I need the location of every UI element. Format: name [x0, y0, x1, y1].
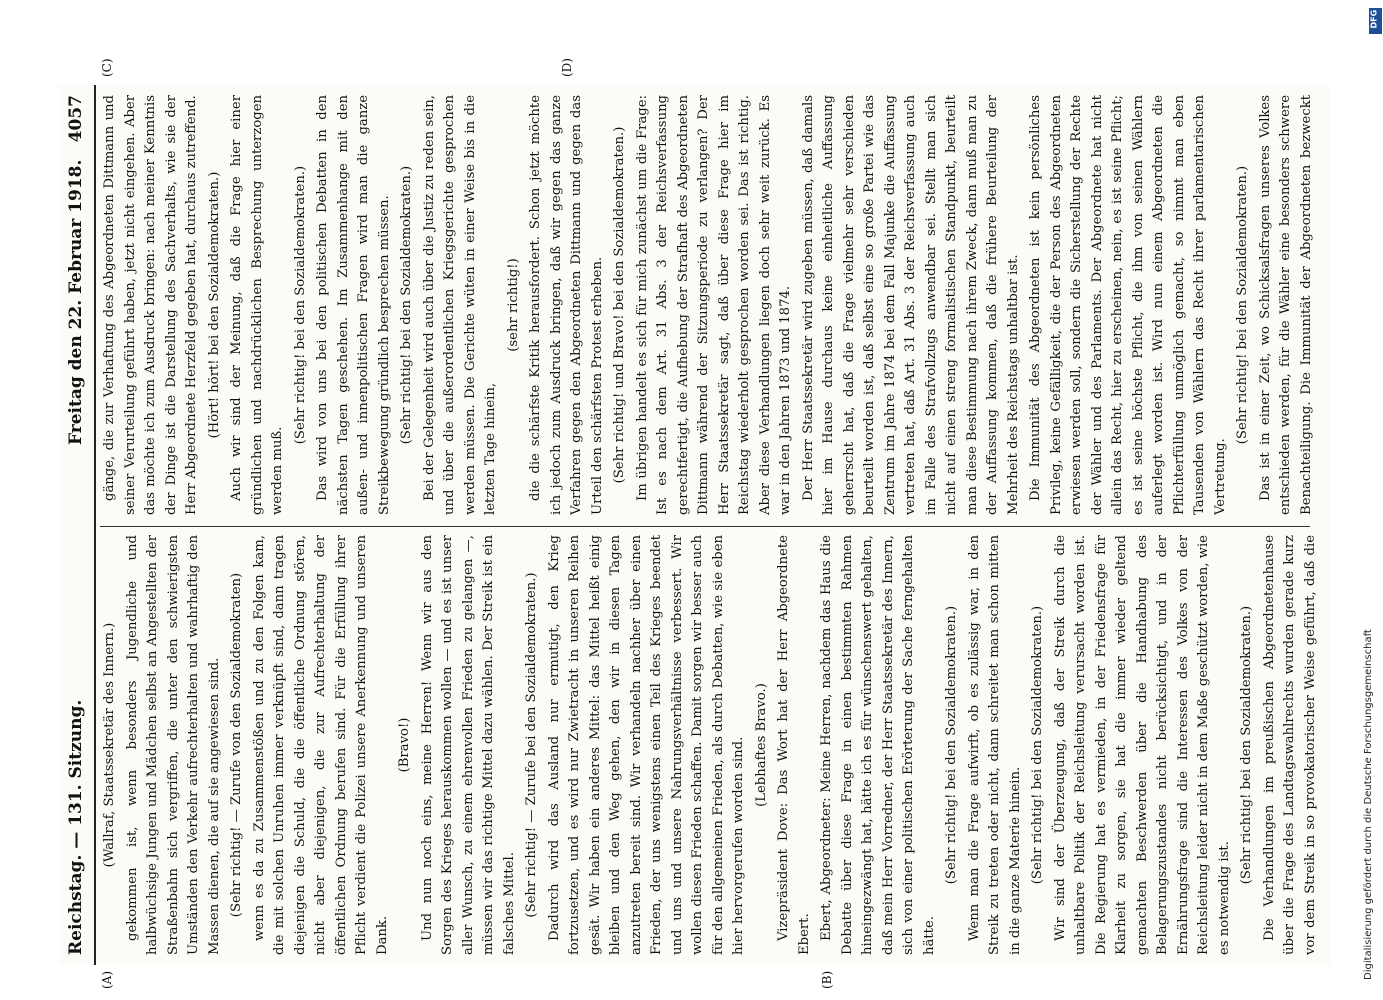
dfg-logo: DFG	[1369, 8, 1382, 34]
right-column-paragraph: (Sehr richtig! bei den Sozialdemokraten.)	[1235, 165, 1250, 445]
left-column-paragraph: (Bravo!)	[397, 717, 412, 773]
margin-marker-b: (B)	[820, 970, 834, 989]
right-column-paragraph: (sehr richtig!)	[505, 258, 521, 352]
right-column-paragraph: (Hört! hört! bei den Sozialdemokraten.)	[206, 171, 222, 439]
margin-marker-a: (A)	[100, 970, 114, 989]
left-column-paragraph: (Wallraf, Staatssekretär des Innern.)	[102, 622, 117, 868]
right-column-paragraph: gänge, die zur Verhaftung des Abgeordneten Dittmann und seiner Verurteilung geführt haben, jetzt nicht eingehen. Aber das möchte ich zum Ausdruck bringen: nach meiner Kenntnis der Dinge ist die Darstellung des Sachverhalts, wie sie der Herr Abgeordnete Herzfeld gegeben hat, durchaus zutreffend.	[102, 95, 199, 515]
left-column-paragraph: Dadurch wird das Ausland nur ermutigt, den Krieg fortzusetzen, und es wird nur Zwietracht in unseren Reihen gesät. Wir haben ein anderes Mittel: das Mittel heißt einig bleiben und den Weg gehen, den wir in diesen Tagen anzutreten bereit sind. Wir verhandeln nachher über einen Frieden, der uns wenigstens einen Teil des Krieges beendet und uns und unsere Nahrungsverhältnisse verbessert. Wir wollen diesen Frieden schaffen. Damit sorgen wir besser auch für den allgemeinen Frieden, als durch Debatten, wie sie eben hier hervorgerufen worden sind.	[546, 535, 746, 955]
left-column-paragraph: (Sehr richtig! bei den Sozialdemokraten.)	[944, 605, 959, 885]
left-column-paragraph: gekommen ist, wenn besonders Jugendliche und halbwüchsige Jungen und Mädchen selbst an Angestellten der Straßenbahn sich vergriffen, die unter den schwierigsten Umständen den Verkehr aufrechterhalten und wahrhaftig den Massen dienen, die auf sie angewiesen sind.	[124, 535, 222, 955]
right-column-paragraph: (Sehr richtig! bei den Sozialdemokraten.)	[399, 165, 414, 445]
margin-marker-c: (C)	[100, 58, 114, 77]
right-column-paragraph: Der Herr Staatssekretär wird zugeben müssen, daß damals hier im Hause durchaus keine einheitliche Auffassung geherrscht hat, daß die Frage vielmehr sehr verschieden beurteilt worden ist, daß selbst eine so große Partei wie das Zentrum im Jahre 1874 bei dem Fall Majunke die Auffassung vertreten hat, daß Art. 31 Abs. 3 der Reichsverfassung auch im Falle des Strafvollzugs anwendbar sei. Stellt man sich nicht auf einen streng formalistischen Standpunkt, beurteilt man diese Bestimmung nach ihrem Zweck, dann muß man zu der Auffassung kommen, daß die frühere Beurteilung der Mehrheit des Reichstags unhaltbar ist.	[800, 95, 1021, 515]
right-column-paragraph: Das wird von uns bei den politischen Debatten in den nächsten Tagen geschehen. Im Zusammenhange mit den außen- und innenpolitischen Fragen wird man die ganze Streikbewegung gründlich besprechen müssen.	[315, 95, 392, 515]
left-column-paragraph: Und nun noch eins, meine Herren! Wenn wir aus den Sorgen des Krieges herauskommen wollen — und es ist unser aller Wunsch, zu einem ehrenvollen Frieden zu gelangen —, müssen wir das richtige Mittel dazu wählen. Der Streik ist ein falsches Mittel.	[419, 535, 517, 955]
left-column-paragraph: (Sehr richtig! bei den Sozialdemokraten.)	[1239, 605, 1254, 885]
right-column-paragraph: Das ist in einer Zeit, wo Schicksalsfragen unseres Volkes entschieden werden, für die Wähler eine besonders schwere Benachteiligung. Die Immunität der Abgeordneten bezweckt	[1257, 95, 1314, 515]
right-column-paragraph: die die schärfste Kritik herausfordert. Schon jetzt möchte ich jedoch zum Ausdruck bringen, daß wir gegen das ganze Verfahren gegen den Abgeordneten Dittmann und gegen das Urteil den schärfsten Protest erheben.	[528, 95, 605, 515]
left-column-paragraph: wenn es da zu Zusammenstößen und zu den Folgen kam, die mit solchen Unruhen immer verknüpft sind, dann tragen diejenigen die Schuld, die die öffentliche Ordnung stören, nicht aber diejenigen, die zur Aufrechterhaltung der öffentlichen Ordnung berufen sind. Für die Erfüllung ihrer Pflicht verdient die Polizei unsere Anerkennung und unseren Dank.	[251, 535, 390, 955]
left-column-paragraph: Ebert, Abgeordneter: Meine Herren, nachdem das Haus die Debatte über diese Frage in einen bestimmten Rahmen hineingezwängt hat, hätte ich es für wünschenswert gehalten, daß mein Herr Vorredner, der Herr Staatssekretär des Innern, sich von einer politischen Erörterung der Sache ferngehalten hätte.	[819, 535, 937, 955]
column-rule	[100, 526, 1310, 527]
right-column-paragraph: Bei der Gelegenheit wird auch über die Justiz zu reden sein, und über die außerordentlichen Kriegsgerichte gesprochen werden müssen. Die Gerichte wüten in einer Weise bis in die letzten Tage hinein,	[421, 95, 498, 515]
right-column-paragraph: (Sehr richtig! bei den Sozialdemokraten.)	[292, 165, 308, 445]
margin-marker-d: (D)	[560, 58, 574, 77]
rotated-page	[60, 58, 1330, 989]
left-column	[100, 535, 1320, 955]
running-header	[60, 85, 96, 965]
right-column	[100, 95, 1320, 515]
page-number: 4057	[66, 95, 86, 143]
left-column-paragraph: Vizepräsident Dove: Das Wort hat der Herr Abgeordnete Ebert.	[776, 535, 812, 955]
digitization-note: Digitalisierung gefördert durch die Deutsche Forschungsgemeinschaft	[1363, 629, 1374, 980]
left-column-paragraph: Wenn man die Frage aufwirft, ob es zulässig war, in den Streik zu treten oder nicht, dann schreitet man schon mitten in die ganze Materie hinein.	[966, 535, 1023, 955]
left-column-paragraph: (Sehr richtig! bei den Sozialdemokraten.)	[1030, 605, 1045, 885]
header-chamber: Reichstag. — 131. Sitzung.	[66, 699, 86, 955]
header-date: Freitag den 22. Februar 1918.	[66, 159, 86, 445]
right-column-paragraph: Im übrigen handelt es sich für mich zunächst um die Frage: Ist es nach dem Art. 31 Abs. 3 der Reichsverfassung gerechtfertigt, die Aufhebung der Strafhaft des Abgeordneten Dittmann während der Sitzungsperiode zu verlangen? Der Herr Staatssekretär sagt, daß über diese Frage hier im Reichstag wiederholt gesprochen worden sei. Das ist richtig. Aber diese Verhandlungen liegen doch sehr weit zurück. Es war in den Jahren 1873 und 1874.	[634, 95, 793, 515]
right-column-paragraph: Die Immunität des Abgeordneten ist kein persönliches Privileg, keine Gefälligkeit, die der Person des Abgeordneten erwiesen werden soll, sondern die Sicherstellung der Rechte der Wähler und des Parlaments. Der Abgeordnete hat nicht allein das Recht, hier zu erscheinen, nein, es ist seine Pflicht; es ist seine höchste Pflicht, die ihm von seinen Wählern auferlegt worden ist. Wird nun einem Abgeordneten die Pflichterfüllung unmöglich gemacht, so nimmt man eben Tausenden von Wählern das Recht ihrer parlamentarischen Vertretung.	[1028, 95, 1228, 515]
left-column-paragraph: (Lebhaftes Bravo.)	[753, 683, 769, 807]
left-column-paragraph: (Sehr richtig! — Zurufe von den Sozialdemokraten)	[229, 572, 244, 918]
right-column-paragraph: Auch wir sind der Meinung, daß die Frage hier einer gründlichen und nachdrücklichen Besprechung unterzogen werden muß.	[229, 95, 285, 515]
left-column-paragraph: (Sehr richtig! — Zurufe bei den Sozialdemokraten.)	[524, 572, 539, 918]
left-column-paragraph: Die Verhandlungen im preußischen Abgeordnetenhause über die Frage des Landtagswahlrechts wurden gerade kurz vor dem Streik in so provokatorischer Weise geführt, daß die	[1261, 535, 1318, 955]
left-column-paragraph: Wir sind der Überzeugung, daß der Streik durch die unhaltbare Politik der Reichsleitung verursacht worden ist. Die Regierung hat es vermieden, in der Friedensfrage für Klarheit zu sorgen, sie hat die immer wieder geltend gemachten Beschwerden über die Handhabung des Belagerungszustandes nicht berücksichtigt, und in der Ernährungsfrage sind die Interessen des Volkes von der Reichsleitung leider nicht in dem Maße geschützt worden, wie es notwendig ist.	[1052, 535, 1232, 955]
right-column-paragraph: (Sehr richtig! und Bravo! bei den Sozialdemokraten.)	[612, 126, 627, 484]
